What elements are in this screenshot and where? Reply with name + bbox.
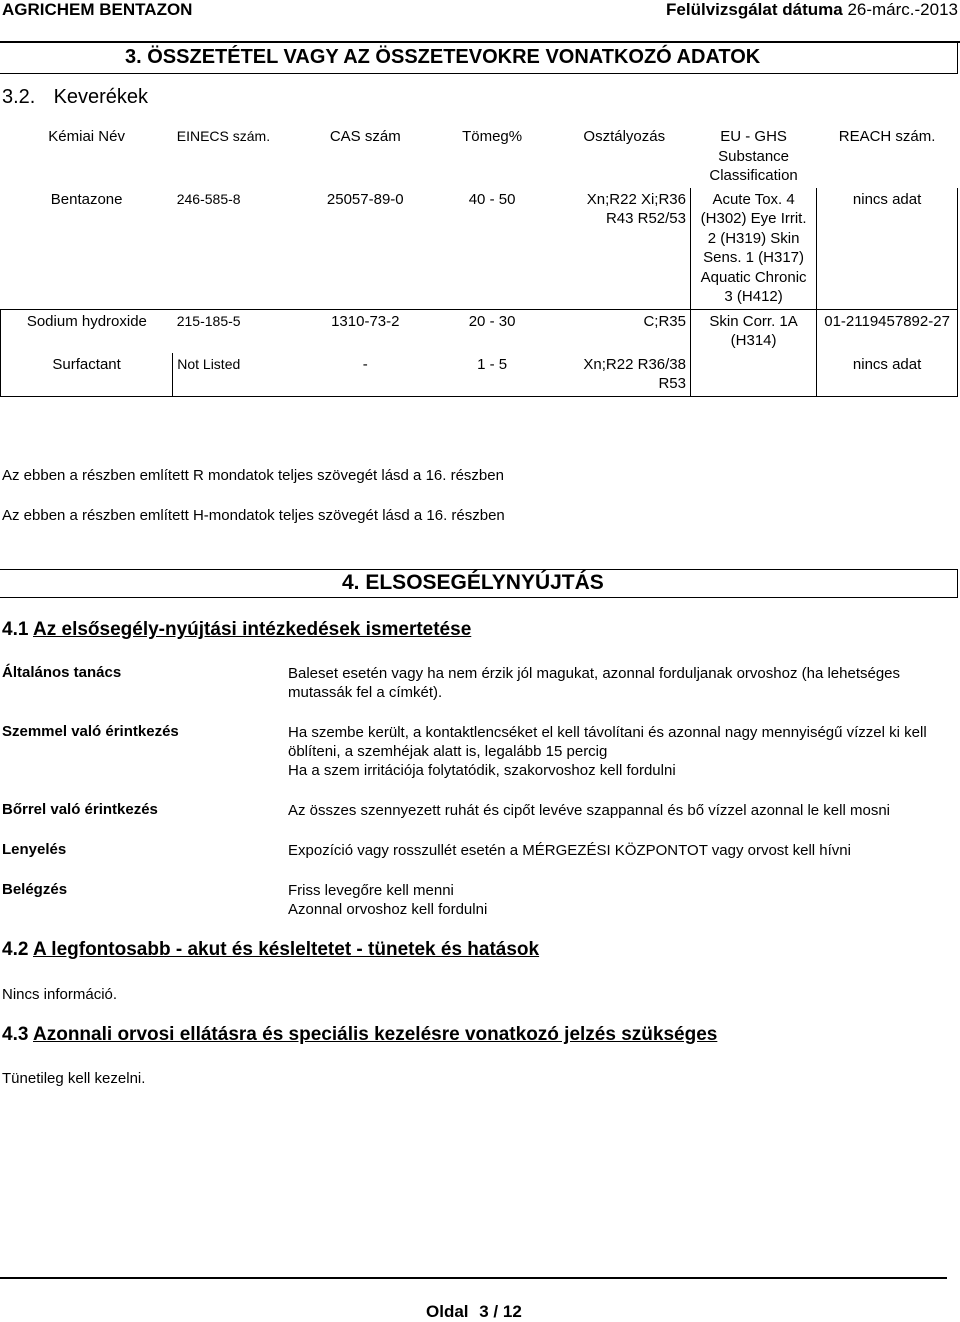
- revision-label: Felülvizsgálat dátuma: [666, 0, 843, 19]
- col-header-tomeg: Tömeg%: [462, 128, 523, 145]
- subsection-title: A legfontosabb - akut és késleltetet - tünetek és hatások: [33, 939, 540, 960]
- subsection-4-2: [2, 939, 539, 961]
- page-header: [0, 0, 960, 22]
- col-header-reach: REACH szám.: [838, 128, 936, 145]
- text-general-advice: Baleset esetén vagy ha nem érzik jól magukat, azonnal forduljanak orvoshoz (ha lehetséges mutassák fel a címkét).: [288, 665, 901, 701]
- cell-einecs: 215-185-5: [173, 309, 305, 353]
- cell-tomeg: 40 - 50: [468, 190, 516, 208]
- subsection-4-1: [2, 619, 471, 641]
- subsection-title: Az elsősegély-nyújtási intézkedések ismertetése: [33, 619, 472, 640]
- cell-einecs: Not Listed: [173, 353, 305, 397]
- text-inhalation-line2: Azonnal orvoshoz kell fordulni: [288, 901, 488, 918]
- cell-name: Bentazone: [50, 190, 123, 208]
- section4-title: 4. ELSOSEGÉLYNYÚJTÁS: [342, 571, 604, 594]
- table-header-row: [1, 125, 958, 188]
- table-row: [1, 188, 958, 310]
- cell-oszt: Xn;R22 Xi;R36 R43 R52/53: [586, 190, 686, 227]
- subsection-number: 4.1: [2, 619, 29, 640]
- composition-table: [0, 125, 958, 397]
- label-general-advice: Általános tanács: [2, 664, 122, 681]
- cell-tomeg: 20 - 30: [426, 309, 558, 353]
- subsection-3-2: [2, 86, 148, 109]
- text-symptoms: Nincs információ.: [2, 986, 118, 1003]
- subsection-title: Keverékek: [53, 86, 149, 108]
- col-header-oszt: Osztályozás: [583, 128, 666, 145]
- col-header-ghs: EU - GHS Substance Classification: [709, 128, 798, 184]
- subsection-number: 4.2: [2, 939, 29, 960]
- cell-tomeg: 1 - 5: [426, 353, 558, 397]
- cell-ghs: Acute Tox. 4 (H302) Eye Irrit. 2 (H319) Skin Sens. 1 (H317) Aquatic Chronic 3 (H412): [691, 188, 817, 310]
- text-eye-contact: [288, 723, 953, 780]
- cell-reach: nincs adat: [817, 188, 958, 310]
- subsection-number: 4.3: [2, 1024, 29, 1045]
- cell-reach: 01-2119457892-27: [817, 309, 958, 353]
- col-header-einecs: EINECS szám.: [176, 128, 271, 144]
- cell-name: Sodium hydroxide: [1, 309, 173, 353]
- text-eye-contact-line2: Ha a szem irritációja folytatódik, szakorvoshoz kell fordulni: [288, 762, 676, 779]
- cell-ghs: [691, 353, 817, 397]
- page-footer: [426, 1302, 522, 1322]
- cell-oszt: C;R35: [558, 309, 690, 353]
- cell-cas: 25057-89-0: [326, 190, 404, 208]
- text-ingestion: Expozíció vagy rosszullét esetén a MÉRGEZÉSI KÖZPONTOT vagy orvost kell hívni: [288, 842, 851, 859]
- subsection-4-3: [2, 1024, 717, 1046]
- revision-info: [666, 0, 958, 20]
- note-h-phrases: Az ebben a részben említett H-mondatok teljes szövegét lásd a 16. részben: [2, 507, 505, 524]
- cell-oszt: Xn;R22 R36/38 R53: [558, 353, 690, 397]
- section3-title: 3. ÖSSZETÉTEL VAGY AZ ÖSSZETEVOKRE VONATKOZÓ ADATOK: [125, 46, 761, 68]
- page-label: Oldal: [426, 1302, 469, 1321]
- cell-name: Surfactant: [1, 353, 173, 397]
- text-inhalation: [288, 881, 953, 919]
- note-r-phrases: Az ebben a részben említett R mondatok teljes szövegét lásd a 16. részben: [2, 467, 504, 484]
- cell-reach: nincs adat: [817, 353, 958, 397]
- col-header-cas: CAS szám: [329, 128, 401, 145]
- product-name: AGRICHEM BENTAZON: [2, 0, 193, 19]
- text-eye-contact-line1: Ha szembe került, a kontaktlencséket el kell távolítani és azonnal nagy mennyiségű vízzel ki kell öblíteni, a szemhéjak alatt is, legalább 15 percig: [288, 724, 927, 760]
- cell-ghs: Skin Corr. 1A (H314): [691, 309, 817, 353]
- subsection-number: 3.2.: [2, 86, 36, 108]
- page-number: 3 / 12: [479, 1302, 522, 1321]
- revision-date: 26-márc.-2013: [847, 0, 958, 19]
- table-row: [1, 309, 958, 353]
- label-inhalation: Belégzés: [2, 881, 68, 898]
- text-skin-contact: Az összes szennyezett ruhát és cipőt levéve szappannal és bő vízzel azonnal le kell mosni: [288, 802, 890, 819]
- table-row: [1, 353, 958, 397]
- cell-einecs: 246-585-8: [176, 190, 241, 207]
- text-inhalation-line1: Friss levegőre kell menni: [288, 882, 454, 899]
- col-header-name: Kémiai Név: [48, 128, 125, 145]
- cell-cas: -: [304, 353, 426, 397]
- cell-cas: 1310-73-2: [304, 309, 426, 353]
- label-eye-contact: Szemmel való érintkezés: [2, 723, 179, 740]
- footer-divider: [0, 1277, 947, 1279]
- subsection-title: Azonnali orvosi ellátásra és speciális kezelésre vonatkozó jelzés szükséges: [33, 1024, 718, 1045]
- label-skin-contact: Bőrrel való érintkezés: [2, 801, 158, 818]
- text-treatment: Tünetileg kell kezelni.: [2, 1070, 146, 1087]
- label-ingestion: Lenyelés: [2, 841, 67, 858]
